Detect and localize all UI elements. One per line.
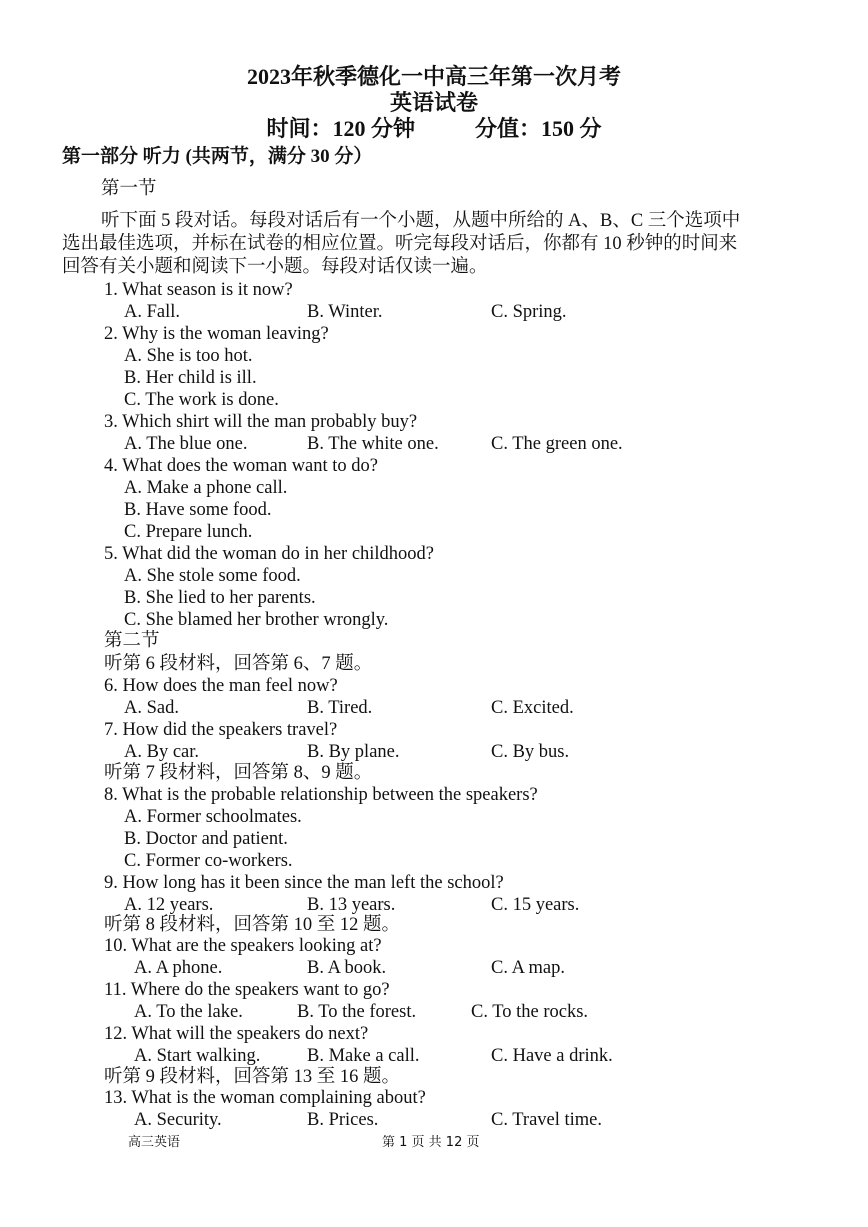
instruction-line-1: 听下面 5 段对话。每段对话后有一个小题，从题中所给的 A、B、C 三个选项中	[101, 211, 741, 231]
question-12: 12. What will the speakers do next?	[104, 1024, 369, 1044]
q11-option-c: C. To the rocks.	[471, 1002, 589, 1022]
instruction-line-2: 选出最佳选项，并标在试卷的相应位置。听完每段对话后，你都有 10 秒钟的时间来	[62, 234, 738, 254]
material-7-heading: 听第 7 段材料，回答第 8、9 题。	[104, 763, 373, 783]
footer-subject: 高三英语	[128, 1135, 181, 1150]
q2-option-c: C. The work is done.	[124, 390, 279, 410]
part1-heading: 第一部分 听力 (共两节，满分 30 分）	[62, 146, 373, 167]
question-8: 8. What is the probable relationship between the speakers?	[104, 785, 538, 805]
q10-option-a: A. A phone.	[134, 958, 223, 978]
q5-option-c: C. She blamed her brother wrongly.	[124, 610, 389, 630]
question-5: 5. What did the woman do in her childhood?	[104, 544, 435, 564]
q8-option-b: B. Doctor and patient.	[124, 829, 288, 849]
q13-option-c: C. Travel time.	[491, 1110, 603, 1130]
section1-label: 第一节	[101, 179, 157, 199]
material-9-heading: 听第 9 段材料，回答第 13 至 16 题。	[104, 1067, 401, 1087]
q9-option-b: B. 13 years.	[307, 895, 396, 915]
q5-option-a: A. She stole some food.	[124, 566, 301, 586]
q3-option-a: A. The blue one.	[124, 434, 248, 454]
question-10: 10. What are the speakers looking at?	[104, 936, 382, 956]
q7-option-a: A. By car.	[124, 742, 200, 762]
q11-option-b: B. To the forest.	[297, 1002, 417, 1022]
q2-option-b: B. Her child is ill.	[124, 368, 257, 388]
exam-title: 2023年秋季德化一中高三年第一次月考	[246, 64, 621, 89]
question-3: 3. Which shirt will the man probably buy?	[104, 412, 418, 432]
material-8-heading: 听第 8 段材料，回答第 10 至 12 题。	[104, 915, 401, 935]
q1-option-c: C. Spring.	[491, 302, 567, 322]
q10-option-c: C. A map.	[491, 958, 566, 978]
q4-option-a: A. Make a phone call.	[124, 478, 288, 498]
question-4: 4. What does the woman want to do?	[104, 456, 379, 476]
material-6-heading: 听第 6 段材料，回答第 6、7 题。	[104, 654, 373, 674]
q1-option-b: B. Winter.	[307, 302, 383, 322]
q8-option-a: A. Former schoolmates.	[124, 807, 302, 827]
question-6: 6. How does the man feel now?	[104, 676, 338, 696]
exam-score: 分值：150 分	[475, 116, 602, 141]
q9-option-a: A. 12 years.	[124, 895, 214, 915]
q12-option-b: B. Make a call.	[307, 1046, 420, 1066]
q7-option-b: B. By plane.	[307, 742, 400, 762]
q4-option-c: C. Prepare lunch.	[124, 522, 253, 542]
q5-option-b: B. She lied to her parents.	[124, 588, 316, 608]
question-13: 13. What is the woman complaining about?	[104, 1088, 426, 1108]
exam-subject: 英语试卷	[389, 90, 478, 115]
q3-option-b: B. The white one.	[307, 434, 439, 454]
question-1: 1. What season is it now?	[104, 280, 293, 300]
footer-page-number: 第 1 页 共 12 页	[382, 1135, 480, 1150]
q10-option-b: B. A book.	[307, 958, 387, 978]
q13-option-b: B. Prices.	[307, 1110, 379, 1130]
q1-option-a: A. Fall.	[124, 302, 181, 322]
q3-option-c: C. The green one.	[491, 434, 623, 454]
question-9: 9. How long has it been since the man left the school?	[104, 873, 504, 893]
q13-option-a: A. Security.	[134, 1110, 222, 1130]
q6-option-c: C. Excited.	[491, 698, 574, 718]
q4-option-b: B. Have some food.	[124, 500, 272, 520]
q12-option-c: C. Have a drink.	[491, 1046, 613, 1066]
q8-option-c: C. Former co-workers.	[124, 851, 293, 871]
question-7: 7. How did the speakers travel?	[104, 720, 338, 740]
exam-time: 时间：120 分钟	[266, 116, 415, 141]
q12-option-a: A. Start walking.	[134, 1046, 261, 1066]
q7-option-c: C. By bus.	[491, 742, 570, 762]
q2-option-a: A. She is too hot.	[124, 346, 253, 366]
section2-label: 第二节	[104, 631, 160, 651]
exam-meta	[0, 118, 868, 140]
q6-option-a: A. Sad.	[124, 698, 179, 718]
question-11: 11. Where do the speakers want to go?	[104, 980, 390, 1000]
instruction-line-3: 回答有关小题和阅读下一小题。每段对话仅读一遍。	[62, 257, 488, 277]
q9-option-c: C. 15 years.	[491, 895, 580, 915]
question-2: 2. Why is the woman leaving?	[104, 324, 329, 344]
q11-option-a: A. To the lake.	[134, 1002, 243, 1022]
q6-option-b: B. Tired.	[307, 698, 373, 718]
